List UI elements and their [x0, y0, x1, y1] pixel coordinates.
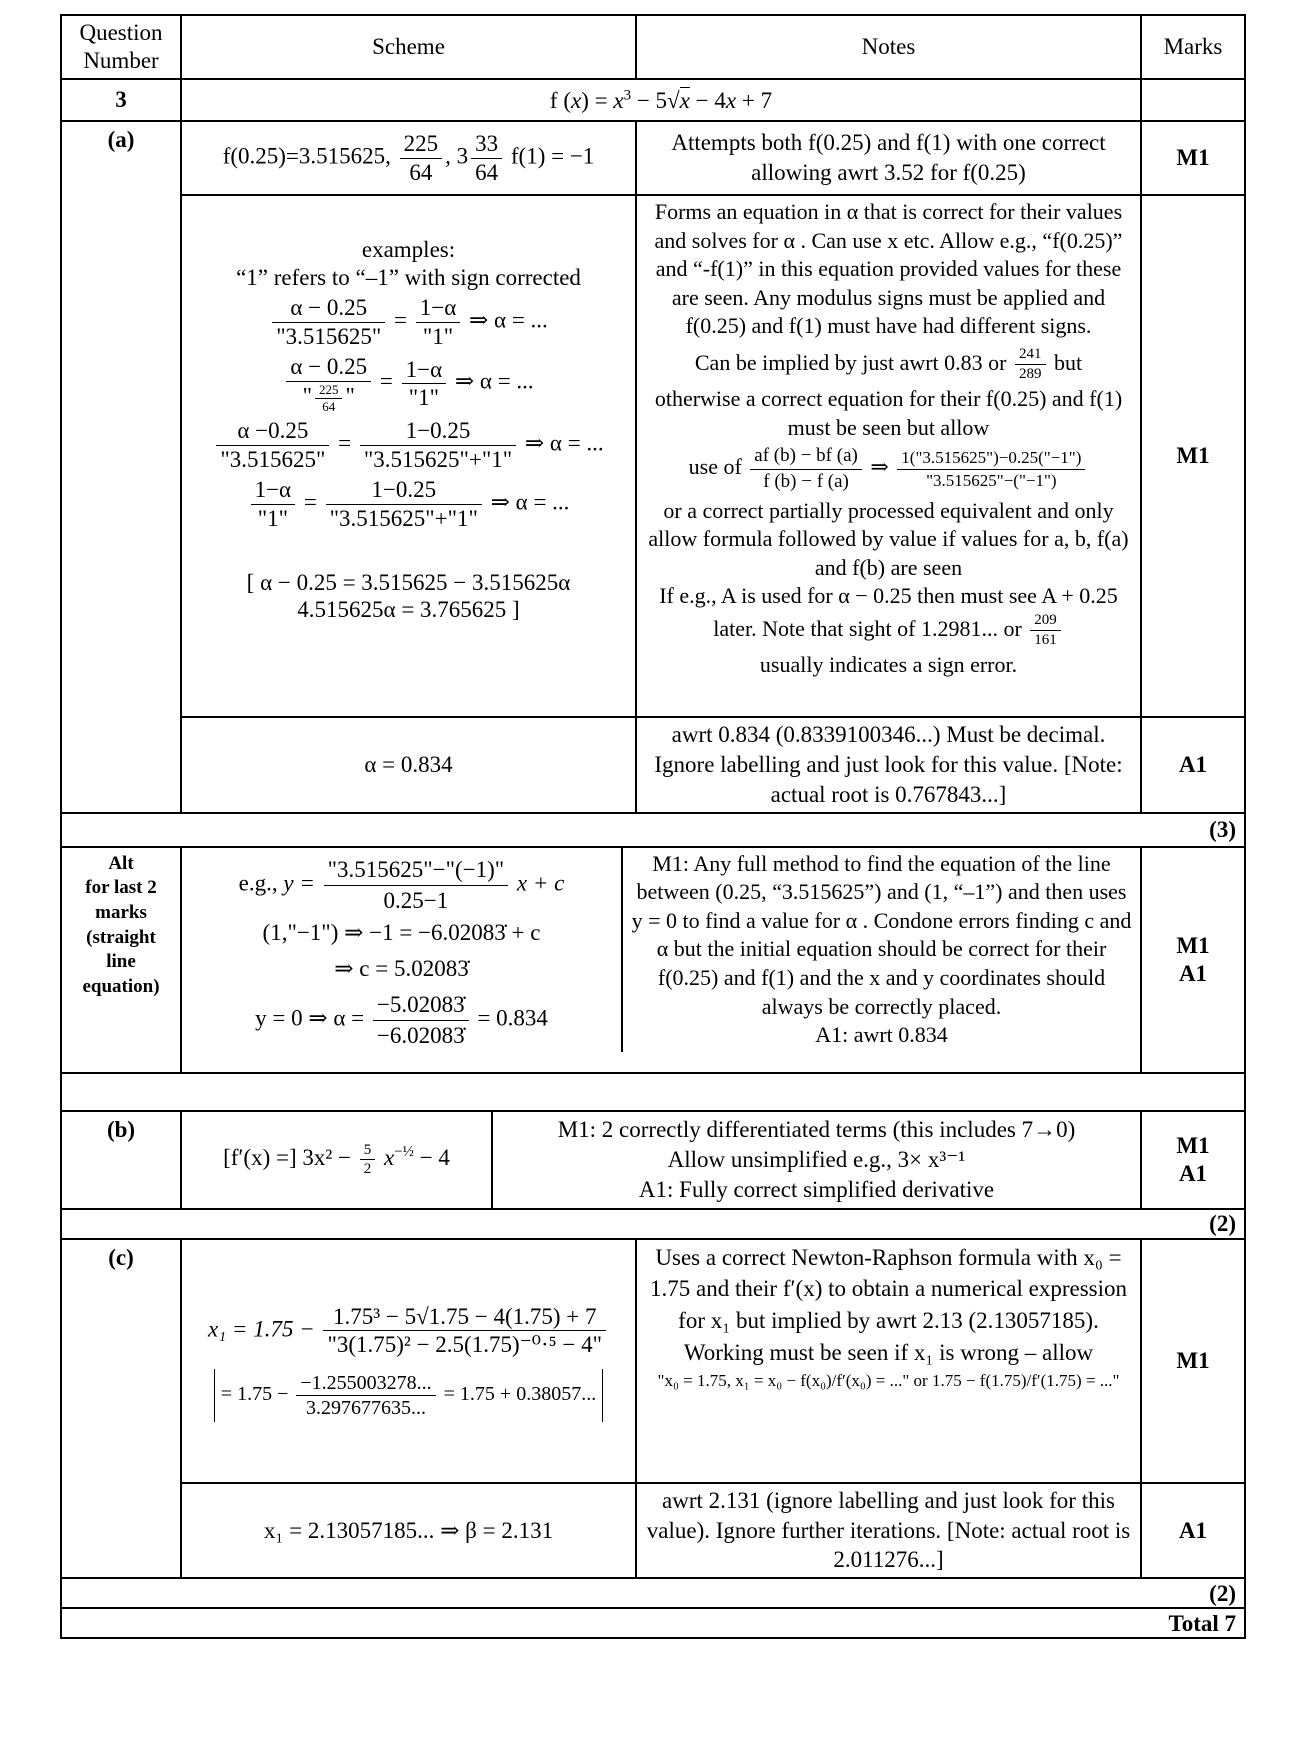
- part-b-scheme: [f′(x) =] 3x² − $\frac{5}{2}$ $x^{-\frac{1}{2}} - 4$: [182, 1112, 492, 1208]
- header-question-number: Question Number: [61, 15, 181, 79]
- bracket-working-1: [ α − 0.25 = 3.515625 − 3.515625α: [246, 569, 571, 595]
- alt-notes-a1: A1: awrt 0.834: [815, 1022, 948, 1048]
- alpha-answer: α = 0.834: [181, 717, 636, 813]
- part-a-mark-2: M1: [1141, 195, 1245, 717]
- part-b-content: [181, 1111, 1141, 1209]
- part-a-examples: [181, 195, 636, 717]
- part-a-label: (a): [61, 121, 181, 813]
- part-c-row-2: [61, 1483, 1245, 1579]
- question-3-row: [61, 79, 1245, 121]
- part-c-row-1: [61, 1239, 1245, 1483]
- notes-formula: use of $\frac{af (b) - bf (a)}{f (b) - f (a)}$ ⇒ $\frac{1("3.515625")-0.25("-1")}{"3.515625"-("-1")}$: [643, 444, 1134, 494]
- part-c-mark-2: A1: [1141, 1483, 1245, 1579]
- part-b-row: [61, 1111, 1245, 1209]
- question-number: 3: [61, 79, 181, 121]
- alt-marks: M1 A1: [1141, 847, 1245, 1073]
- beta-answer: x₁ = 2.13057185... ⇒ β = 2.131: [181, 1483, 636, 1579]
- alt-label: Alt for last 2 marks (straight line equation): [61, 847, 181, 1073]
- alt-content: [181, 847, 1141, 1073]
- alt-line-3: ⇒ c = 5.02083̇: [334, 956, 469, 982]
- alt-row: [61, 847, 1245, 1073]
- examples-title: examples:: [361, 237, 456, 262]
- part-c-notes-formula: "x₀ = 1.75, x₁ = x₀ − f(x₀)/f′(x₀) = ..." or 1.75 − f(1.75)/f′(1.75) = ...": [657, 1370, 1120, 1390]
- part-a-mark-1: M1: [1141, 121, 1245, 195]
- part-b-label: (b): [61, 1111, 181, 1209]
- fraction-33-64: $\frac{33}{64}$: [471, 130, 502, 186]
- example-equation-3: $\frac{\alpha -0.25}{"3.515625"}$ = $\frac{1-0.25}{"3.515625"+"1"}$ ⇒ α = ...: [182, 417, 635, 473]
- alt-line-2: (1,"−1") ⇒ −1 = −6.02083̇ + c: [262, 920, 541, 946]
- alt-scheme: [182, 848, 622, 1052]
- notes-paragraph-4: or a correct partially processed equivalent and only allow formula followed by value if values for a, b, f(a) and f(b) are seen: [648, 497, 1129, 580]
- examples-subtitle: “1” refers to “–1” with sign corrected: [236, 264, 581, 290]
- grand-total-row: [61, 1608, 1245, 1638]
- part-a-total-row: [61, 813, 1245, 847]
- part-a-values: f(0.25)=3.515625, $\frac{225}{64}$ , 3 $\frac{33}{64}$ f(1) = −1: [181, 121, 636, 195]
- spacer-row: [61, 1073, 1245, 1111]
- newton-raphson-expression: x₁ = 1.75 − $\frac{\text{1.75³ − 5√1.75 − 4(1.75) + 7}}{\text{"3(1.75)² − 2.5(1.75)⁻⁰·⁵ − 4"}}$: [182, 1303, 635, 1359]
- notes-paragraph-1: Forms an equation in α that is correct for their values and solves for α . Can use x etc. Allow e.g., “f(0.25)” and “-f(1)” in this equation provided values for these are seen. Any modulus signs must be applied and f(0.25) and f(1) must have had different signs.: [654, 199, 1123, 339]
- function-definition: f $(x) = x^3 - 5√x - 4x + 7$: [181, 79, 1141, 121]
- example-equation-4: $\frac{1-\alpha}{"1"}$ = $\frac{1-0.25}{"3.515625"+"1"}$ ⇒ α = ...: [182, 476, 635, 532]
- part-c-label: (c): [61, 1239, 181, 1579]
- part-c-scheme: [181, 1239, 636, 1483]
- grand-total: Total 7: [61, 1608, 1245, 1638]
- header-row: [61, 15, 1245, 79]
- part-a-notes-3: awrt 0.834 (0.8339100346...) Must be decimal. Ignore labelling and just look for this value. [Note: actual root is 0.767843...]: [636, 717, 1141, 813]
- notes-paragraph-5: If e.g., A is used for α − 0.25 then must see A + 0.25 later. Note that sight of 1.2981... or $\frac{209}{161}$: [659, 583, 1118, 649]
- part-c-total: (2): [61, 1578, 1245, 1608]
- part-c-total-row: [61, 1578, 1245, 1608]
- part-c-notes-2: awrt 2.131 (ignore labelling and just look for this value). Ignore further iterations. [Note: actual root is 2.011276...]: [636, 1483, 1141, 1579]
- f-1-value: f(1) = −1: [510, 143, 595, 169]
- header-marks: Marks: [1141, 15, 1245, 79]
- example-equation-1: $\frac{\alpha - 0.25}{"3.515625"}$ = $\frac{1-\alpha}{"1"}$ ⇒ α = ...: [182, 294, 635, 350]
- notes-paragraph-3: otherwise a correct equation for their f(0.25) and f(1) must be seen but allow: [654, 385, 1123, 440]
- notes-paragraph-6: usually indicates a sign error.: [759, 651, 1018, 677]
- bracket-working-2: 4.515625α = 3.765625 ]: [297, 597, 520, 623]
- alt-notes: M1: Any full method to find the equation of the line between (0.25, “3.515625”) and (1, “–1”) and then uses y = 0 to find a value for α . Condone errors finding c and α but the initial equation should be correct for their f(0.25) and f(1) and the x and y coordinates should always be correctly placed. A1: awrt 0.834: [622, 848, 1140, 1052]
- part-a-notes-2: [636, 195, 1141, 717]
- part-a-row-1: [61, 121, 1245, 195]
- mark-scheme-table: [60, 14, 1246, 1639]
- part-b-total: (2): [61, 1209, 1245, 1239]
- part-a-row-2: [61, 195, 1245, 717]
- part-a-notes-1: Attempts both f(0.25) and f(1) with one correct allowing awrt 3.52 for f(0.25): [636, 121, 1141, 195]
- part-a-mark-3: A1: [1141, 717, 1245, 813]
- header-scheme: Scheme: [181, 15, 636, 79]
- part-b-marks: M1 A1: [1141, 1111, 1245, 1209]
- part-b-total-row: [61, 1209, 1245, 1239]
- part-c-notes-1: Uses a correct Newton-Raphson formula with x₀ = 1.75 and their f′(x) to obtain a numerical expression for x₁ but implied by awrt 2.13 (2.13057185). Working must be seen if x₁ is wrong – allow "x₀ = 1.75, x₁ = x₀ − f(x₀)/f′(x₀) = ..." or 1.75 − f(1.75)/f′(1.75) = ...": [636, 1239, 1141, 1483]
- fraction-225-64: $\frac{225}{64}$: [400, 130, 443, 186]
- notes-paragraph-2: Can be implied by just awrt 0.83 or $\frac{241}{289}$ but: [694, 345, 1083, 383]
- example-equation-2: α − 0.25 " $\frac{225}{64}$ " = $\frac{1-\alpha}{"1"}$ ⇒ α = ...: [182, 353, 635, 414]
- alt-line-4: y = 0 ⇒ α = $\frac{-5.02083̇}{-6.02083̇}$ = 0.834: [255, 992, 548, 1049]
- f-025-value: f(0.25)=3.515625,: [222, 143, 391, 169]
- alt-line-equation: e.g., y = $\frac{"3.515625"-"(-1)"}{0.25-1}$ x + c: [238, 856, 565, 913]
- newton-raphson-working: = 1.75 − $\frac{-1.255003278...}{3.297677635...}$ = 1.75 + 0.38057...: [182, 1369, 635, 1422]
- part-a-total: (3): [61, 813, 1245, 847]
- part-b-notes: M1: 2 correctly differentiated terms (this includes 7→0) Allow unsimplified e.g., 3× x³⁻¹ A1: Fully correct simplified derivative: [557, 1116, 1076, 1202]
- part-c-mark-1: M1: [1141, 1239, 1245, 1483]
- part-a-row-3: [61, 717, 1245, 813]
- header-notes: Notes: [636, 15, 1141, 79]
